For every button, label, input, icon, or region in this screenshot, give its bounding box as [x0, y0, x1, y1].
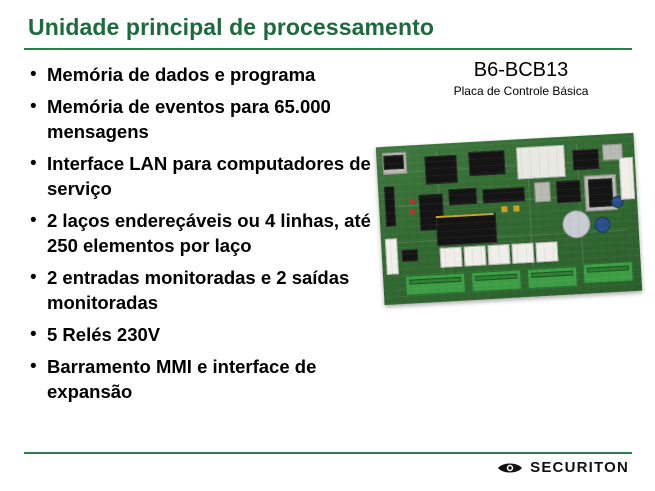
list-item: [30, 265, 380, 315]
footer-divider: [24, 452, 632, 454]
board-caption: [396, 58, 646, 99]
pcb-board: [376, 133, 642, 305]
pcb-photo: [374, 128, 646, 310]
list-item: [30, 322, 380, 347]
list-item: [30, 151, 380, 201]
list-item-label: 2 laços endereçáveis ou 4 linhas, até 250 elementos por laço: [47, 210, 371, 256]
list-item-label: Barramento MMI e interface de expansão: [47, 356, 317, 402]
title-divider: [24, 48, 632, 50]
list-item-label: Memória de eventos para 65.000 mensagens: [47, 96, 331, 142]
eye-logo-icon: [497, 461, 523, 475]
brand-name: SECURITON: [530, 459, 629, 476]
list-item-label: 2 entradas monitoradas e 2 saídas monitoradas: [47, 267, 350, 313]
list-item-label: 5 Relés 230V: [47, 324, 161, 345]
list-item: [30, 94, 380, 144]
bullet-icon: •: [30, 153, 37, 174]
list-item-label: Interface LAN para computadores de serviço: [47, 153, 371, 199]
bullet-icon: •: [30, 64, 37, 85]
list-item-label: Memória de dados e programa: [47, 64, 316, 85]
board-subtitle: Placa de Controle Básica: [453, 84, 589, 98]
page-title: Unidade principal de processamento: [28, 14, 435, 40]
bullet-icon: •: [30, 356, 37, 377]
brand-logo: [497, 459, 629, 476]
list-item: [30, 208, 380, 258]
list-item: [30, 62, 380, 87]
bullet-icon: •: [30, 267, 37, 288]
bullet-icon: •: [30, 96, 37, 117]
board-code: B6-BCB13: [473, 59, 569, 81]
feature-list: [30, 62, 380, 411]
list-item: [30, 354, 380, 404]
bullet-icon: •: [30, 210, 37, 231]
bullet-icon: •: [30, 324, 37, 345]
